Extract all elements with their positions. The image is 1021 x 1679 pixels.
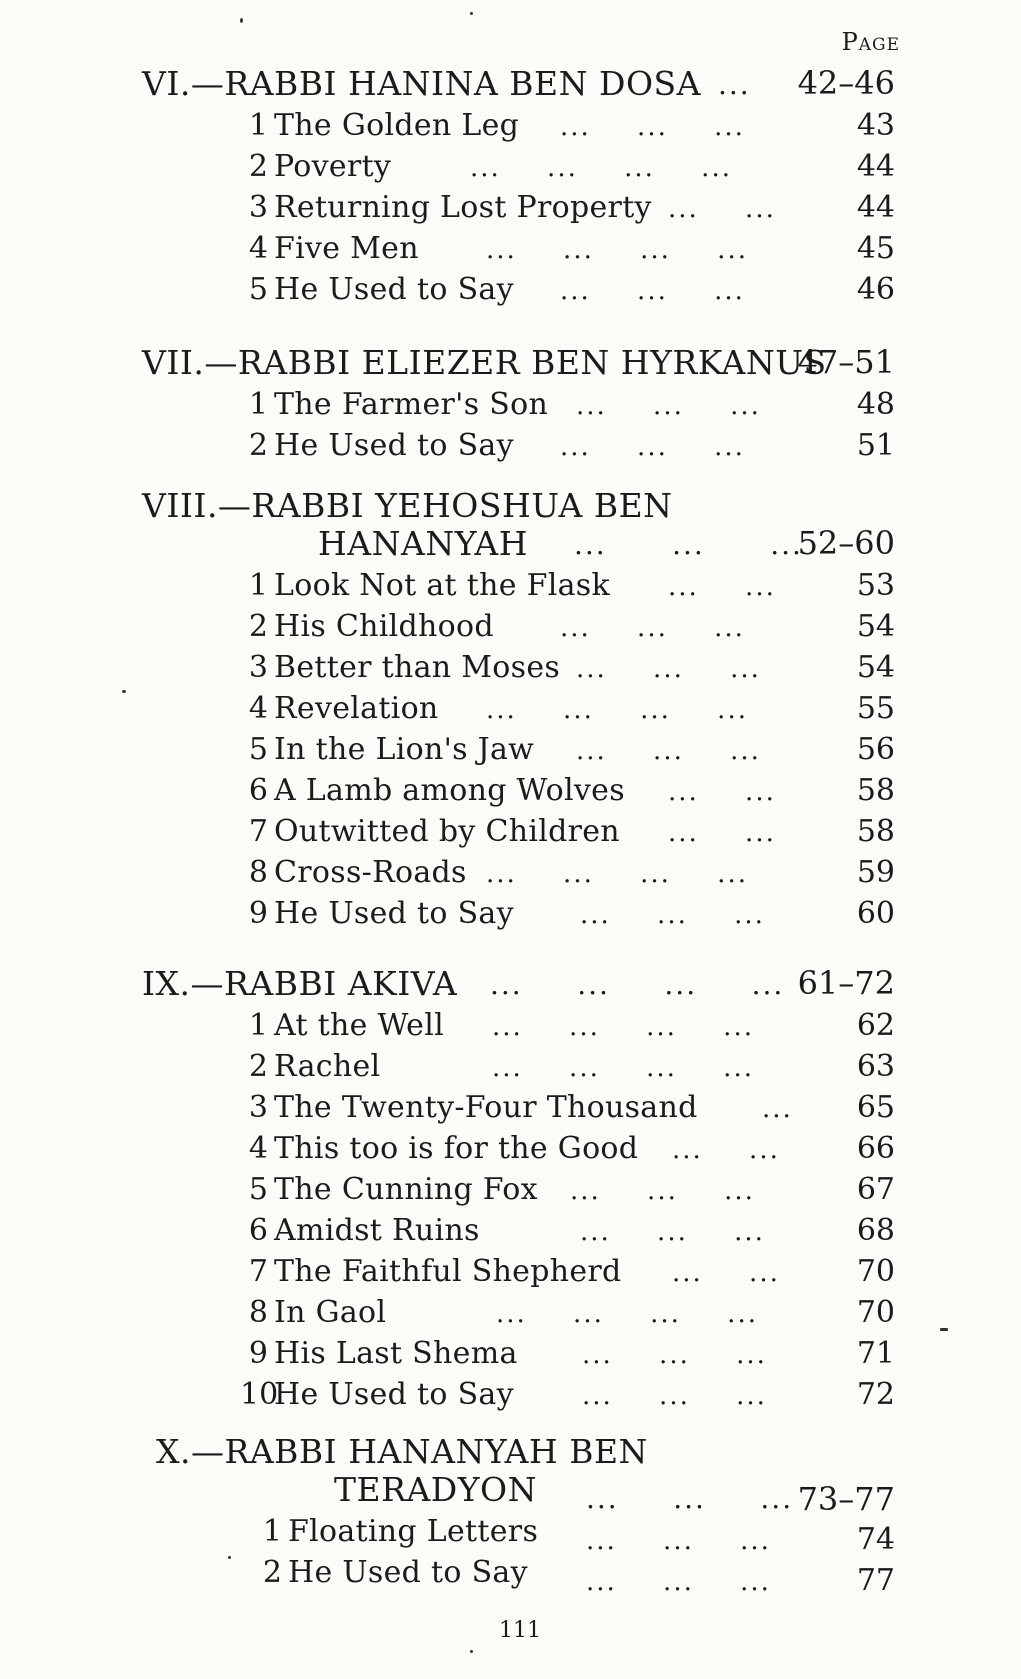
scan-speck (122, 690, 126, 693)
list-item: 6 Amidst Ruins ... ... ... 68 (248, 1213, 895, 1248)
chapter-x (0, 1432, 1021, 1598)
chapter-ix (0, 964, 1021, 1416)
chapter-pages: 61–72 (797, 964, 895, 1002)
list-item: 2 Rachel ... ... ... ... 63 (248, 1049, 895, 1084)
item-page: 74 (856, 1522, 895, 1557)
list-item: 1 Floating Letters ... ... ... 74 (262, 1514, 895, 1557)
item-title: The Faithful Shepherd (274, 1254, 622, 1289)
item-page: 63 (856, 1049, 895, 1084)
item-page: 51 (856, 428, 895, 463)
chapter-heading-cont: HANANYAH ... ... ... 52–60 (318, 524, 895, 563)
chapter-heading-cont: TERADYON ... ... ... 73–77 (334, 1470, 895, 1518)
item-title: His Last Shema (274, 1336, 518, 1371)
scan-speck (940, 1328, 948, 1331)
list-item: 1 At the Well ... ... ... ... 62 (248, 1008, 895, 1043)
item-title: Amidst Ruins (274, 1213, 480, 1248)
list-item: 2 He Used to Say ... ... ... 77 (262, 1555, 895, 1598)
list-item: 7 Outwitted by Children ... ... 58 (248, 814, 895, 849)
item-page: 66 (856, 1131, 895, 1166)
item-title: He Used to Say (288, 1555, 528, 1590)
list-item: 2 His Childhood ... ... ... 54 (248, 609, 895, 644)
list-item: 3 Better than Moses ... ... ... 54 (248, 650, 895, 685)
chapter-title: VIII.—RABBI YEHOSHUA BEN (142, 486, 673, 525)
item-title: Cross-Roads (274, 855, 467, 890)
chapter-pages: 73–77 (797, 1480, 895, 1518)
list-item: 2 He Used to Say ... ... ... 51 (248, 428, 895, 463)
item-page: 44 (856, 149, 895, 184)
chapter-title-cont: HANANYAH (318, 524, 529, 563)
chapter-pages: 52–60 (797, 524, 895, 562)
list-item: 1 The Golden Leg ... ... ... 43 (248, 108, 895, 143)
list-item: 2 Poverty ... ... ... ... 44 (248, 149, 895, 184)
list-item: 8 In Gaol ... ... ... ... 70 (248, 1295, 895, 1330)
list-item: 5 The Cunning Fox ... ... ... 67 (248, 1172, 895, 1207)
item-page: 67 (856, 1172, 895, 1207)
page-column-header: Page (841, 28, 900, 56)
item-page: 48 (856, 387, 895, 422)
chapter-vii (0, 343, 1021, 467)
item-title: In Gaol (274, 1295, 387, 1330)
item-page: 43 (856, 108, 895, 143)
list-item: 6 A Lamb among Wolves ... ... 58 (248, 773, 895, 808)
list-item: 10 He Used to Say ... ... ... 72 (240, 1377, 895, 1412)
scan-speck (228, 1556, 231, 1559)
list-item: 1 The Farmer's Son ... ... ... 48 (248, 387, 895, 422)
item-title: Revelation (274, 691, 439, 726)
item-title: Returning Lost Property (274, 190, 652, 225)
item-page: 58 (856, 814, 895, 849)
chapter-heading (0, 486, 1021, 524)
list-item: 5 He Used to Say ... ... ... 46 (248, 272, 895, 307)
scan-speck (470, 1650, 473, 1653)
chapter-title: VII.—RABBI ELIEZER BEN HYRKANUS (142, 343, 827, 382)
scan-speck (240, 18, 243, 23)
item-page: 58 (856, 773, 895, 808)
list-item: 3 Returning Lost Property ... ... 44 (248, 190, 895, 225)
item-title: Better than Moses (274, 650, 561, 685)
item-page: 54 (856, 609, 895, 644)
list-item: 8 Cross-Roads ... ... ... ... 59 (248, 855, 895, 890)
item-title: The Golden Leg (274, 108, 520, 143)
item-page: 56 (856, 732, 895, 767)
item-title: His Childhood (274, 609, 494, 644)
item-page: 71 (856, 1336, 895, 1371)
list-item: 4 Five Men ... ... ... ... 45 (248, 231, 895, 266)
item-page: 68 (856, 1213, 895, 1248)
list-item: 4 Revelation ... ... ... ... 55 (248, 691, 895, 726)
chapter-pages: 47–51 (797, 343, 895, 381)
item-title: This too is for the Good (274, 1131, 639, 1166)
chapter-title: VI.—RABBI HANINA BEN DOSA (142, 64, 701, 103)
list-item: 9 His Last Shema ... ... ... 71 (248, 1336, 895, 1371)
item-page: 44 (856, 190, 895, 225)
item-title: Poverty (274, 149, 392, 184)
item-title: Outwitted by Children (274, 814, 620, 849)
item-page: 62 (856, 1008, 895, 1043)
chapter-heading (0, 343, 1021, 385)
item-page: 59 (856, 855, 895, 890)
item-page: 53 (856, 568, 895, 603)
item-title: In the Lion's Jaw (274, 732, 535, 767)
page-number: 111 (499, 1618, 541, 1643)
chapter-heading: IX.—RABBI AKIVA ... ... ... ... 61–72 (142, 964, 895, 1003)
item-title: Five Men (274, 231, 419, 266)
item-page: 70 (856, 1295, 895, 1330)
item-page: 65 (856, 1090, 895, 1125)
item-title: He Used to Say (274, 1377, 514, 1412)
item-title: The Farmer's Son (274, 387, 549, 422)
list-item: 4 This too is for the Good ... ... 66 (248, 1131, 895, 1166)
item-page: 46 (856, 272, 895, 307)
chapter-viii (0, 486, 1021, 935)
item-title: A Lamb among Wolves (274, 773, 625, 808)
item-page: 54 (856, 650, 895, 685)
list-item: 1 Look Not at the Flask ... ... 53 (248, 568, 895, 603)
list-item: 5 In the Lion's Jaw ... ... ... 56 (248, 732, 895, 767)
item-title: At the Well (274, 1008, 445, 1043)
item-page: 70 (856, 1254, 895, 1289)
chapter-pages: 42–46 (797, 64, 895, 102)
item-page: 55 (856, 691, 895, 726)
item-title: He Used to Say (274, 272, 514, 307)
item-title: He Used to Say (274, 428, 514, 463)
item-title: The Cunning Fox (274, 1172, 538, 1207)
item-page: 72 (856, 1377, 895, 1412)
list-item: 3 The Twenty-Four Thousand ... 65 (248, 1090, 895, 1125)
chapter-title: IX.—RABBI AKIVA (142, 964, 458, 1003)
chapter-vi (0, 64, 1021, 311)
item-page: 45 (856, 231, 895, 266)
chapter-heading: VI.—RABBI HANINA BEN DOSA ... 42–46 (142, 64, 895, 103)
chapter-title: X.—RABBI HANANYAH BEN (156, 1432, 648, 1471)
item-title: Look Not at the Flask (274, 568, 610, 603)
item-page: 60 (856, 896, 895, 931)
scan-speck (470, 12, 473, 15)
item-title: Floating Letters (288, 1514, 539, 1549)
item-title: He Used to Say (274, 896, 514, 931)
list-item: 9 He Used to Say ... ... ... 60 (248, 896, 895, 931)
item-title: The Twenty-Four Thousand (274, 1090, 698, 1125)
list-item: 7 The Faithful Shepherd ... ... 70 (248, 1254, 895, 1289)
chapter-heading (0, 1432, 1021, 1470)
chapter-title-cont: TERADYON (334, 1470, 537, 1509)
item-page: 77 (856, 1563, 895, 1598)
item-title: Rachel (274, 1049, 381, 1084)
